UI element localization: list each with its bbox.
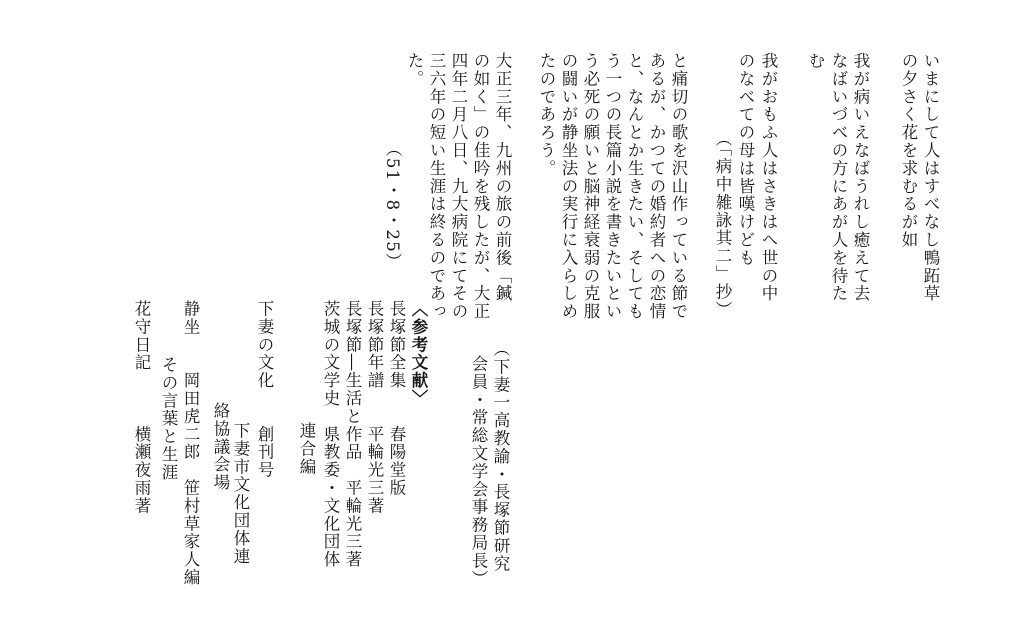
text-column: （「病中雑詠其二」抄）	[713, 130, 732, 319]
text-column: 我がおもふ人はさきはへ世の中	[759, 52, 778, 303]
text-column: 長塚節全集 春陽堂版	[387, 300, 406, 497]
text-column: 連合編	[297, 422, 316, 476]
text-column: た。	[405, 52, 424, 88]
text-column: 絡協議会場	[211, 402, 230, 492]
text-column: む	[806, 52, 825, 70]
text-column: 長塚節―生活と作品 平輪光三著	[343, 300, 362, 569]
text-column: 花守日記 横瀬夜雨著	[132, 300, 151, 515]
text-column: （下妻一高教諭・長塚節研究	[491, 340, 510, 573]
text-column: う一つの長篇小説を書きたいとい	[603, 52, 622, 321]
text-column: の如く」の佳吟を残したが、大正	[471, 52, 490, 321]
text-column: 下妻市文化団体連	[231, 422, 250, 566]
text-column: と痛切の歌を沢山作っている節で	[669, 52, 688, 321]
text-column: 会員・常総文学会事務局長）	[469, 355, 488, 588]
text-column: なばいづべの方にあが人を待た	[829, 52, 848, 303]
text-column: 大正三年、九州の旅の前後「鍼	[493, 52, 512, 303]
text-column: 四年二月八日、九大病院にてその	[449, 52, 468, 321]
text-column: 下妻の文化 創刊号	[255, 300, 274, 479]
text-column: あるが、かつての婚約者への恋情	[647, 52, 666, 321]
text-column: いまにして人はすべなし鴨跖草	[921, 52, 940, 303]
text-column: 三六年の短い生涯は終るのであっ	[427, 52, 446, 321]
text-column: （51・8・25）	[383, 140, 402, 272]
text-column: う必死の願いと脳神経衰弱の克服	[581, 52, 600, 321]
text-column: たのであろう。	[537, 52, 556, 178]
text-column: 長塚節年譜 平輪光三著	[365, 300, 384, 515]
text-column: 〈参考文献〉	[409, 300, 428, 408]
text-column: の闘いが静坐法の実行に入らしめ	[559, 52, 578, 321]
text-column: 茨城の文学史 県教委・文化団体	[321, 300, 340, 569]
text-column: のなべての母は皆嘆けども	[736, 52, 755, 267]
text-column: その言葉と生涯	[159, 356, 178, 482]
text-column: と、なんとか生きたい、そしても	[625, 52, 644, 321]
text-column: 静坐 岡田虎二郎 笹村草家人編	[181, 300, 200, 587]
text-column: 我が病いえなばうれし癒えて去	[851, 52, 870, 303]
text-column: の夕さく花を求むるが如	[899, 52, 918, 249]
